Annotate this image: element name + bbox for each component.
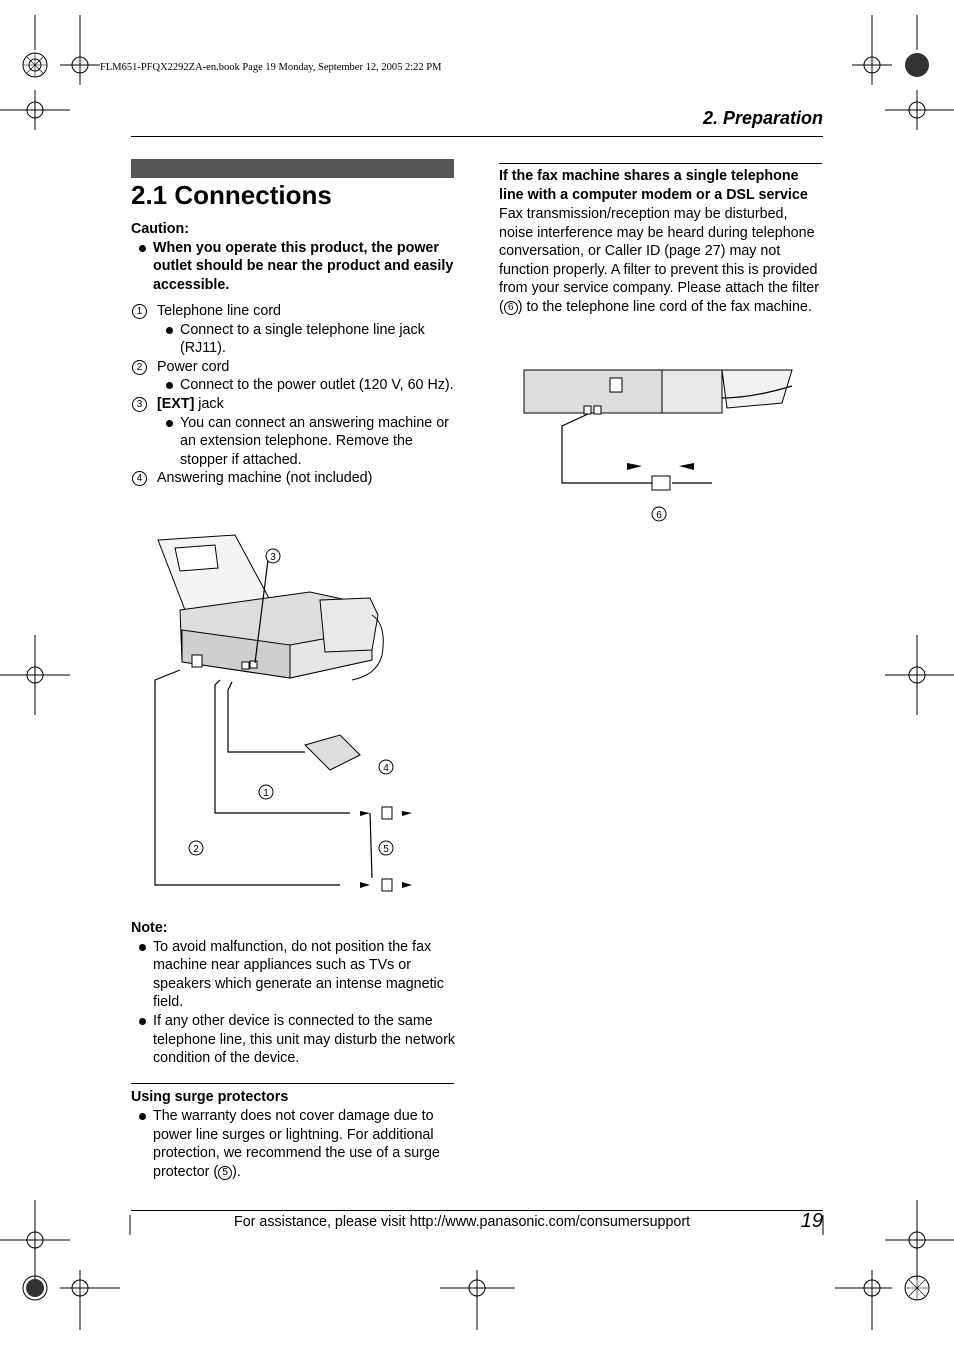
- section-header: 2. Preparation: [702, 108, 823, 128]
- label-telephone-line-cord: 1: [263, 788, 269, 799]
- surge-text-end: ).: [232, 1163, 241, 1180]
- label-filter: 6: [656, 510, 662, 521]
- footer-rule: [131, 1210, 823, 1211]
- circled-number: 4: [132, 471, 147, 486]
- label-answering-machine: 4: [383, 763, 389, 774]
- item-label: Telephone line cord: [157, 303, 281, 319]
- label-power-cord: 2: [193, 844, 199, 855]
- items-list: [131, 302, 455, 488]
- dsl-heading: If the fax machine shares a single telephone line with a computer modem or a DSL service: [499, 168, 808, 203]
- dsl-text-end: ) to the telephone line cord of the fax machine.: [517, 298, 812, 315]
- surge-heading: Using surge protectors: [131, 1089, 289, 1105]
- dsl-rule: [499, 163, 822, 164]
- assistance-text: For assistance, please visit http://www.panasonic.com/consumersupport: [234, 1214, 691, 1230]
- circled-number: 5: [218, 1166, 232, 1180]
- connection-diagram: [140, 530, 440, 900]
- item-ext-jack: [131, 395, 455, 414]
- caution-block: [131, 220, 455, 294]
- note-block: [131, 919, 455, 1068]
- circled-number: 3: [132, 397, 147, 412]
- item-sub: Connect to a single telephone line jack (RJ11).: [131, 321, 455, 358]
- file-header: FLM651-PFQX2292ZA-en.book Page 19 Monday, September 12, 2005 2:22 PM: [100, 62, 442, 73]
- item-label: Answering machine (not included): [157, 470, 373, 487]
- circled-number: 1: [132, 304, 147, 319]
- circled-number: 6: [504, 301, 518, 315]
- dsl-block: [499, 167, 823, 317]
- dsl-body: [499, 205, 823, 317]
- note-bullet: If any other device is connected to the same telephone line, this unit may disturb the network condition of the device.: [131, 1012, 455, 1068]
- caution-label: Caution:: [131, 221, 189, 237]
- item-sub: You can connect an answering machine or an extension telephone. Remove the stopper if attached.: [131, 414, 455, 470]
- note-bullet: To avoid malfunction, do not position the fax machine near appliances such as TVs or speakers which generate an intense magnetic field.: [131, 938, 455, 1012]
- surge-text: The warranty does not cover damage due to power line surges or lightning. For additional protection, we recommend the use of a surge protector (: [153, 1108, 440, 1180]
- caution-bullet: When you operate this product, the power outlet should be near the product and easily accessible.: [131, 239, 455, 295]
- page-title: 2.1 Connections: [131, 180, 332, 210]
- title-bar: [131, 159, 454, 178]
- header-rule: [131, 136, 823, 137]
- item-sub: Connect to the power outlet (120 V, 60 Hz).: [131, 376, 455, 395]
- surge-bullet: [131, 1107, 455, 1181]
- ext-key: [EXT]: [157, 395, 195, 412]
- surge-block: [131, 1088, 455, 1181]
- dsl-filter-diagram: [522, 368, 802, 528]
- item-telephone-line-cord: [131, 302, 455, 321]
- label-surge-protector: 5: [383, 844, 389, 855]
- item-answering-machine: [131, 469, 455, 488]
- surge-rule: [131, 1083, 454, 1084]
- circled-number: 2: [132, 360, 147, 375]
- note-label: Note:: [131, 920, 168, 936]
- page-number: 19: [800, 1210, 823, 1232]
- label-ext-jack: 3: [270, 552, 276, 563]
- item-label: jack: [194, 395, 224, 412]
- item-power-cord: [131, 358, 455, 377]
- dsl-text: Fax transmission/reception may be disturbed, noise interference may be heard during telephone conversation, or Caller ID (page 27) may not function properly. A filter to prevent this is provided from your service company. Please attach the filter (: [499, 206, 819, 315]
- item-label: Power cord: [157, 358, 230, 375]
